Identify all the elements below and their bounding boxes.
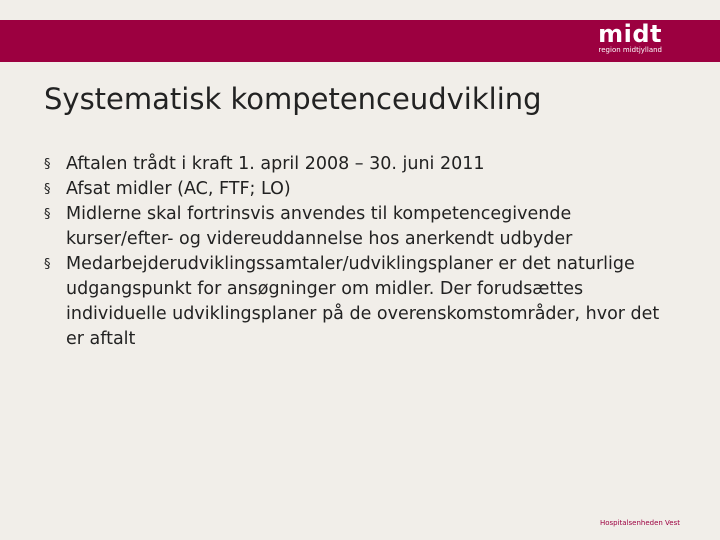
header-bar [0,20,720,62]
section-sign-icon: § [44,207,51,222]
bullet-text: Medarbejderudviklingssamtaler/udviklingsplaner er det naturlige udgangspunkt for ansøgninger om midler. Der forudsættes individuelle udviklingsplaner på de overenskomstområder, hvor det er aftalt [66,254,660,349]
section-sign-icon: § [44,157,51,172]
section-sign-icon: § [44,182,51,197]
bullet-item [44,252,674,352]
footer-label: Hospitalsenheden Vest [599,519,680,527]
bullet-text: Afsat midler (AC, FTF; LO) [66,179,291,199]
region-logo [598,22,662,54]
bullet-item [44,202,674,252]
bullet-list [44,152,674,352]
bullet-item [44,152,674,177]
bullet-text: Aftalen trådt i kraft 1. april 2008 – 30. juni 2011 [66,154,485,174]
section-sign-icon: § [44,257,51,272]
bullet-item [44,177,674,202]
bullet-text: Midlerne skal fortrinsvis anvendes til kompetencegivende kurser/efter- og videreuddannelse hos anerkendt udbyder [66,204,573,249]
logo-word: midt [598,20,662,48]
logo-subtitle: region midtjylland [598,46,662,54]
slide-title: Systematisk kompetenceudvikling [44,82,542,116]
